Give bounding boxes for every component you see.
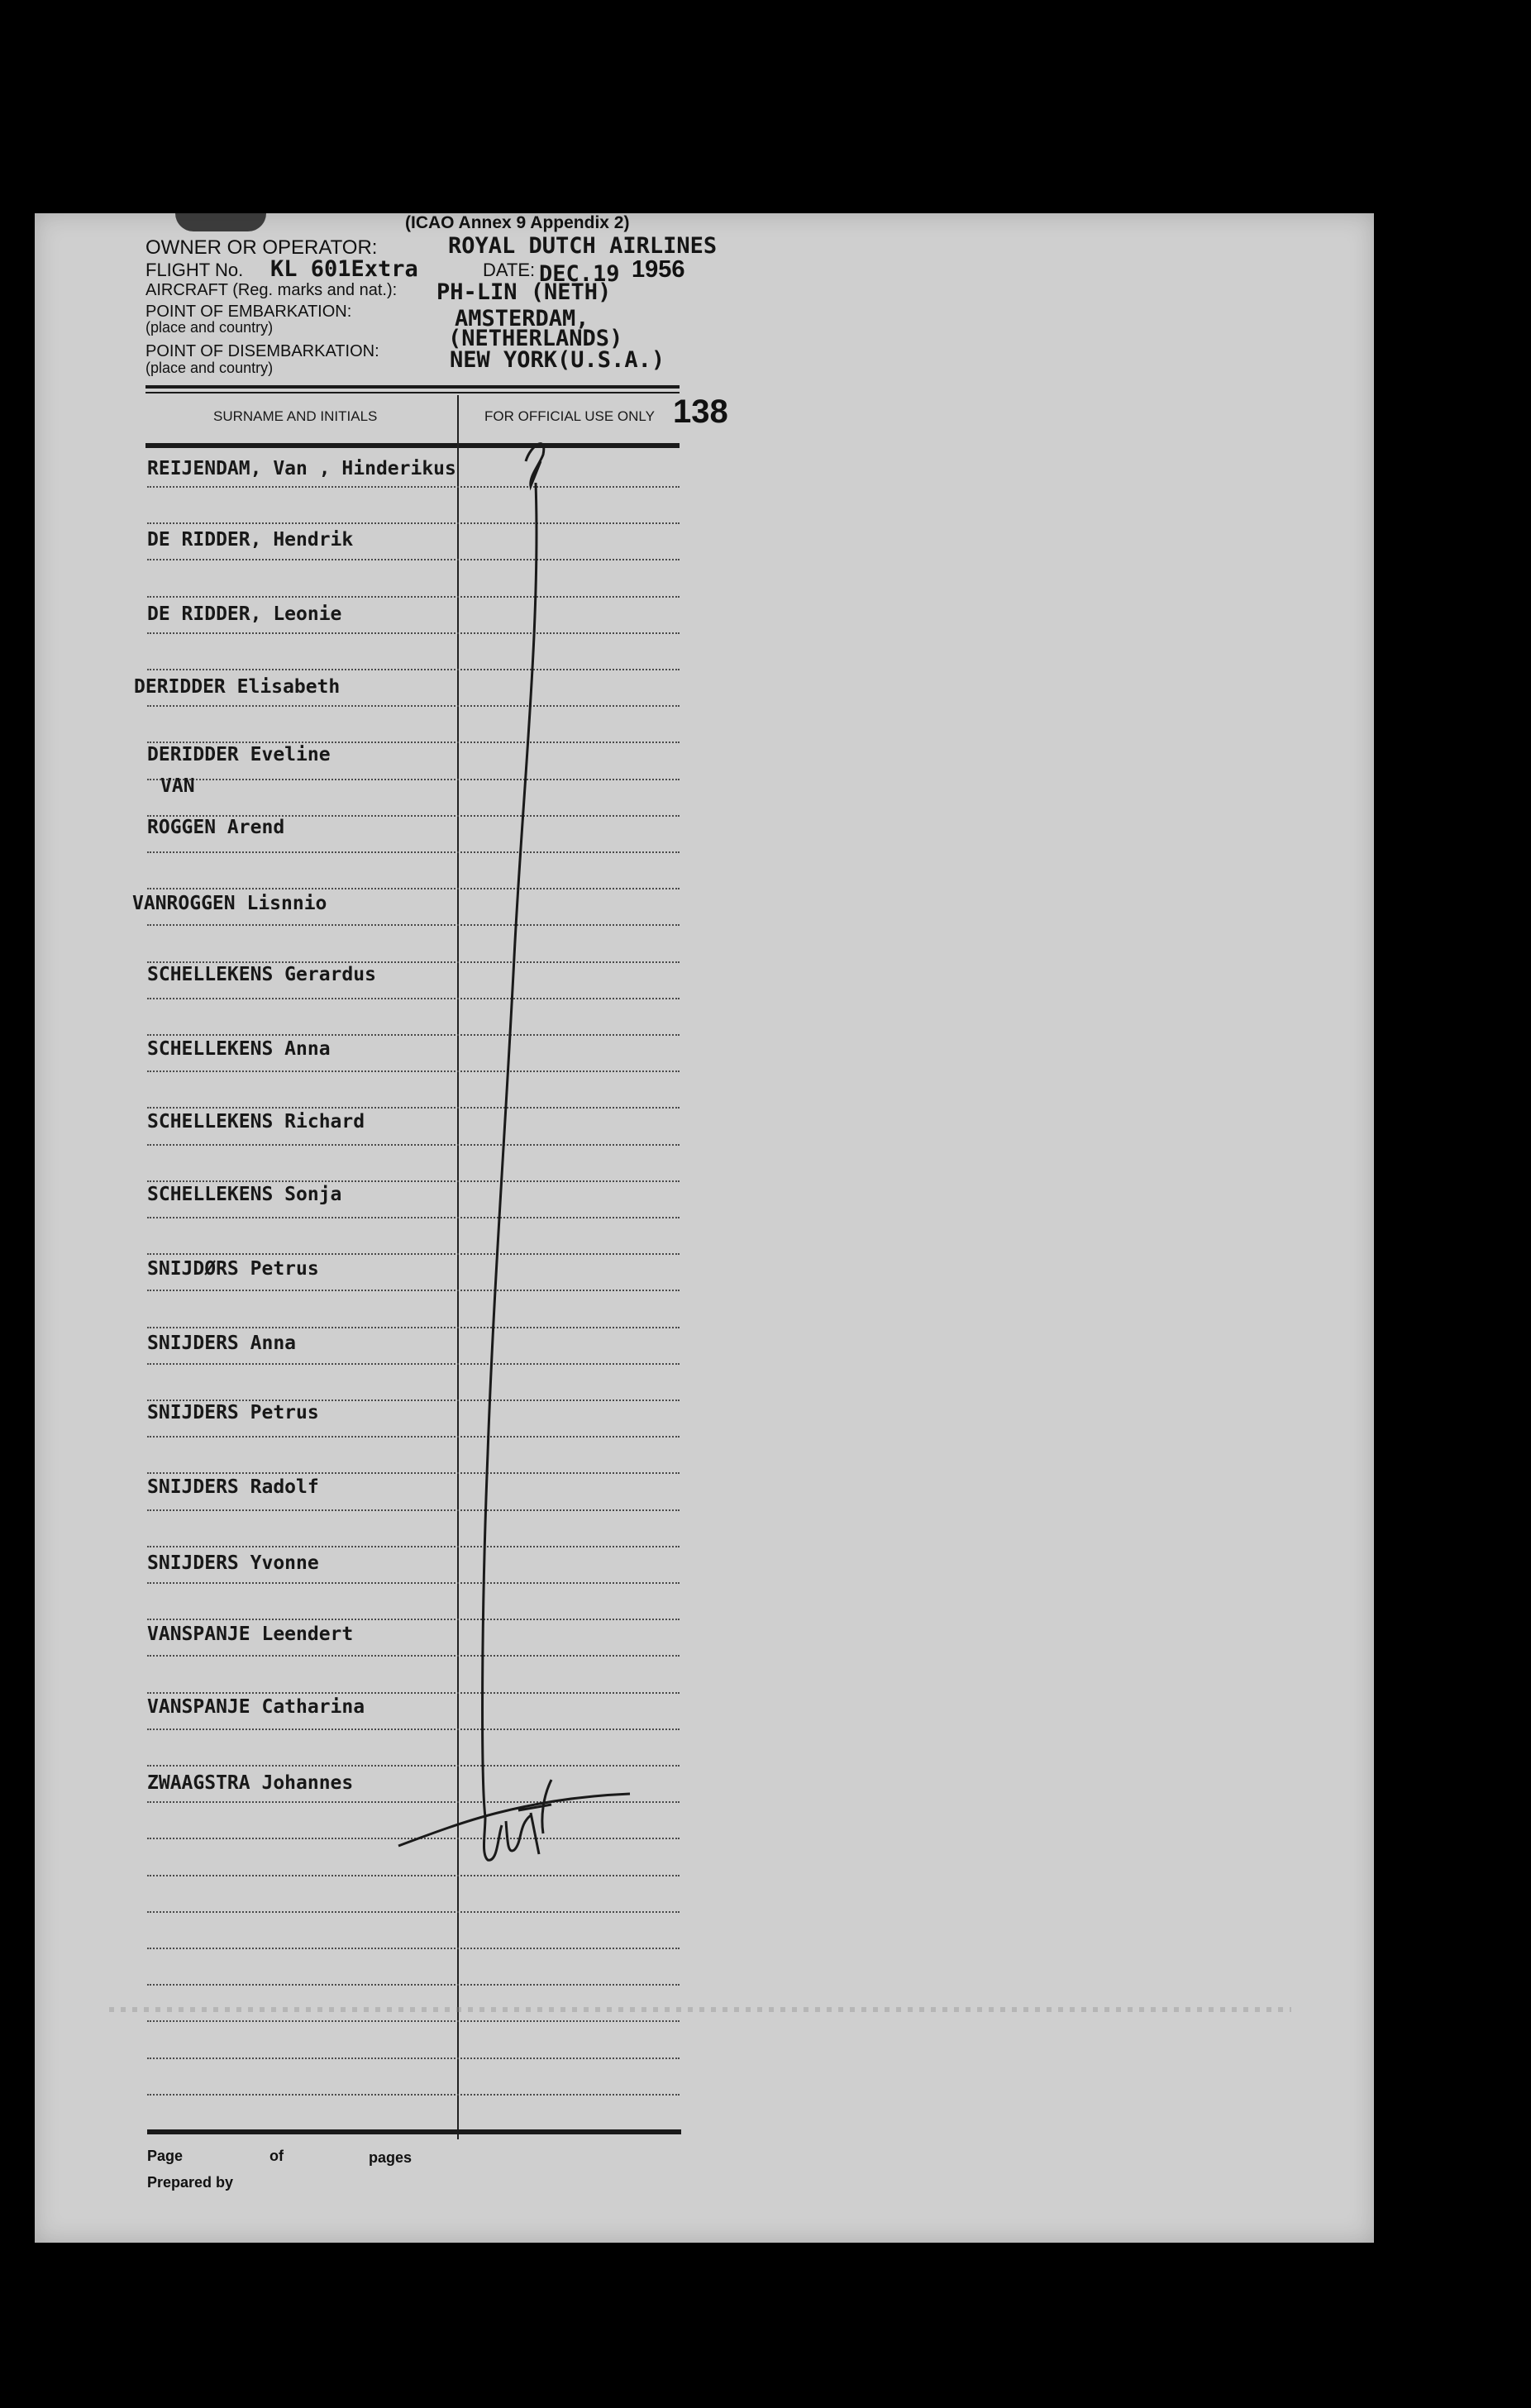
passenger-name: DE RIDDER, Leonie bbox=[147, 603, 342, 625]
passenger-name: REIJENDAM, Van , Hinderikus bbox=[147, 458, 456, 479]
ruled-line bbox=[147, 924, 680, 926]
column-header-rule bbox=[145, 443, 680, 448]
flight-value: KL 601Extra bbox=[270, 256, 418, 282]
ruled-line bbox=[147, 486, 680, 488]
passenger-name: VANROGGEN Lisnnio bbox=[132, 893, 327, 914]
footer-prepared-by-label: Prepared by bbox=[147, 2174, 234, 2191]
embarkation-label: POINT OF EMBARKATION: bbox=[145, 303, 352, 321]
passenger-name: SNIJDERS Radolf bbox=[147, 1476, 319, 1498]
vertical-check-line bbox=[483, 483, 537, 1817]
passenger-name: SNIJDØRS Petrus bbox=[147, 1258, 319, 1280]
passenger-name: ROGGEN Arend bbox=[147, 817, 285, 838]
passenger-name: SNIJDERS Anna bbox=[147, 1333, 297, 1354]
passenger-name: ZWAAGSTRA Johannes bbox=[147, 1772, 354, 1794]
footer-pages-label: pages bbox=[369, 2149, 413, 2166]
embarkation-country: (NETHERLANDS) bbox=[448, 326, 623, 351]
flight-label: FLIGHT No. bbox=[145, 260, 244, 280]
footer-of-label: of bbox=[269, 2148, 284, 2164]
signature-initials bbox=[398, 1780, 630, 1860]
passenger-name: SCHELLEKENS Richard bbox=[147, 1111, 365, 1132]
date-year: 1956 bbox=[632, 256, 685, 283]
ruled-line bbox=[147, 1984, 680, 1986]
aircraft-value: PH-LIN (NETH) bbox=[436, 279, 612, 305]
ruled-line bbox=[147, 1875, 680, 1876]
manifest-sheet bbox=[35, 213, 1374, 2243]
date-label: DATE: bbox=[483, 260, 536, 280]
ruled-line bbox=[147, 2058, 680, 2059]
ruled-line bbox=[147, 1729, 680, 1730]
embarkation-value: AMSTERDAM, bbox=[455, 306, 589, 331]
ruled-line bbox=[147, 888, 680, 889]
ruled-line bbox=[147, 961, 680, 963]
column-header-surname: SURNAME AND INITIALS bbox=[213, 408, 378, 424]
ruled-line bbox=[147, 741, 680, 743]
ruled-line bbox=[147, 2094, 680, 2096]
ruled-line bbox=[147, 1546, 680, 1547]
ruled-line bbox=[147, 596, 680, 598]
owner-label: OWNER OR OPERATOR: bbox=[145, 236, 378, 259]
ruled-line bbox=[147, 1144, 680, 1146]
embarkation-sub-label: (place and country) bbox=[145, 319, 274, 336]
column-header-official: FOR OFFICIAL USE ONLY bbox=[484, 408, 655, 424]
aircraft-label: AIRCRAFT (Reg. marks and nat.): bbox=[145, 281, 398, 299]
ruled-line bbox=[147, 1400, 680, 1401]
ruled-line bbox=[147, 1107, 680, 1109]
check-mark-top bbox=[526, 444, 544, 486]
ruled-line bbox=[147, 1217, 680, 1218]
ruled-line bbox=[147, 1948, 680, 1949]
ruled-line bbox=[147, 779, 680, 780]
ruled-line bbox=[147, 705, 680, 707]
disembarkation-value: NEW YORK(U.S.A.) bbox=[450, 347, 665, 373]
ruled-line bbox=[147, 1655, 680, 1657]
faint-scan-strip bbox=[109, 2007, 1291, 2012]
ruled-line bbox=[147, 522, 680, 524]
ruled-line bbox=[147, 1619, 680, 1620]
ruled-line bbox=[147, 669, 680, 670]
owner-value: ROYAL DUTCH AIRLINES bbox=[448, 233, 718, 259]
passenger-name: SCHELLEKENS Gerardus bbox=[147, 964, 376, 985]
stamp-mark bbox=[175, 213, 266, 231]
ruled-line bbox=[147, 1327, 680, 1328]
passenger-name: VAN bbox=[160, 775, 195, 797]
ruled-line bbox=[147, 1436, 680, 1438]
ruled-line bbox=[147, 1911, 680, 1913]
ruled-line bbox=[147, 1692, 680, 1694]
ruled-line bbox=[147, 559, 680, 560]
header-rule-thin bbox=[145, 392, 680, 393]
ruled-line bbox=[147, 1472, 680, 1474]
bottom-rule bbox=[147, 2129, 681, 2134]
passenger-name: DERIDDER Elisabeth bbox=[134, 676, 341, 698]
ruled-line bbox=[147, 1801, 680, 1803]
icao-reference: (ICAO Annex 9 Appendix 2) bbox=[405, 213, 630, 232]
ruled-line bbox=[147, 851, 680, 853]
ruled-line bbox=[147, 1838, 680, 1839]
ruled-line bbox=[147, 1253, 680, 1255]
passenger-name: SNIJDERS Petrus bbox=[147, 1402, 319, 1423]
handwritten-check-line bbox=[35, 213, 1374, 2243]
footer-page-label: Page bbox=[147, 2148, 184, 2164]
passenger-name: VANSPANJE Catharina bbox=[147, 1696, 365, 1718]
ruled-line bbox=[147, 1180, 680, 1182]
ruled-line bbox=[147, 1034, 680, 1036]
date-value: DEC.19 bbox=[539, 261, 620, 287]
ruled-line bbox=[147, 632, 680, 634]
disembarkation-label: POINT OF DISEMBARKATION: bbox=[145, 342, 379, 360]
page-number: 138 bbox=[673, 393, 728, 430]
passenger-name: SCHELLEKENS Sonja bbox=[147, 1184, 342, 1205]
ruled-line bbox=[147, 1363, 680, 1365]
ruled-line bbox=[147, 1509, 680, 1511]
disembarkation-sub-label: (place and country) bbox=[145, 360, 274, 376]
ruled-line bbox=[147, 1290, 680, 1291]
column-divider bbox=[457, 395, 459, 2139]
header-rule bbox=[145, 385, 680, 389]
passenger-name: SCHELLEKENS Anna bbox=[147, 1038, 331, 1060]
ruled-line bbox=[147, 998, 680, 999]
passenger-name: VANSPANJE Leendert bbox=[147, 1624, 354, 1645]
passenger-name: SNIJDERS Yvonne bbox=[147, 1552, 319, 1574]
ruled-line bbox=[147, 2020, 680, 2022]
passenger-name: DE RIDDER, Hendrik bbox=[147, 529, 354, 551]
ruled-line bbox=[147, 1765, 680, 1767]
ruled-line bbox=[147, 1582, 680, 1584]
passenger-name: DERIDDER Eveline bbox=[147, 744, 331, 765]
ruled-line bbox=[147, 1070, 680, 1072]
